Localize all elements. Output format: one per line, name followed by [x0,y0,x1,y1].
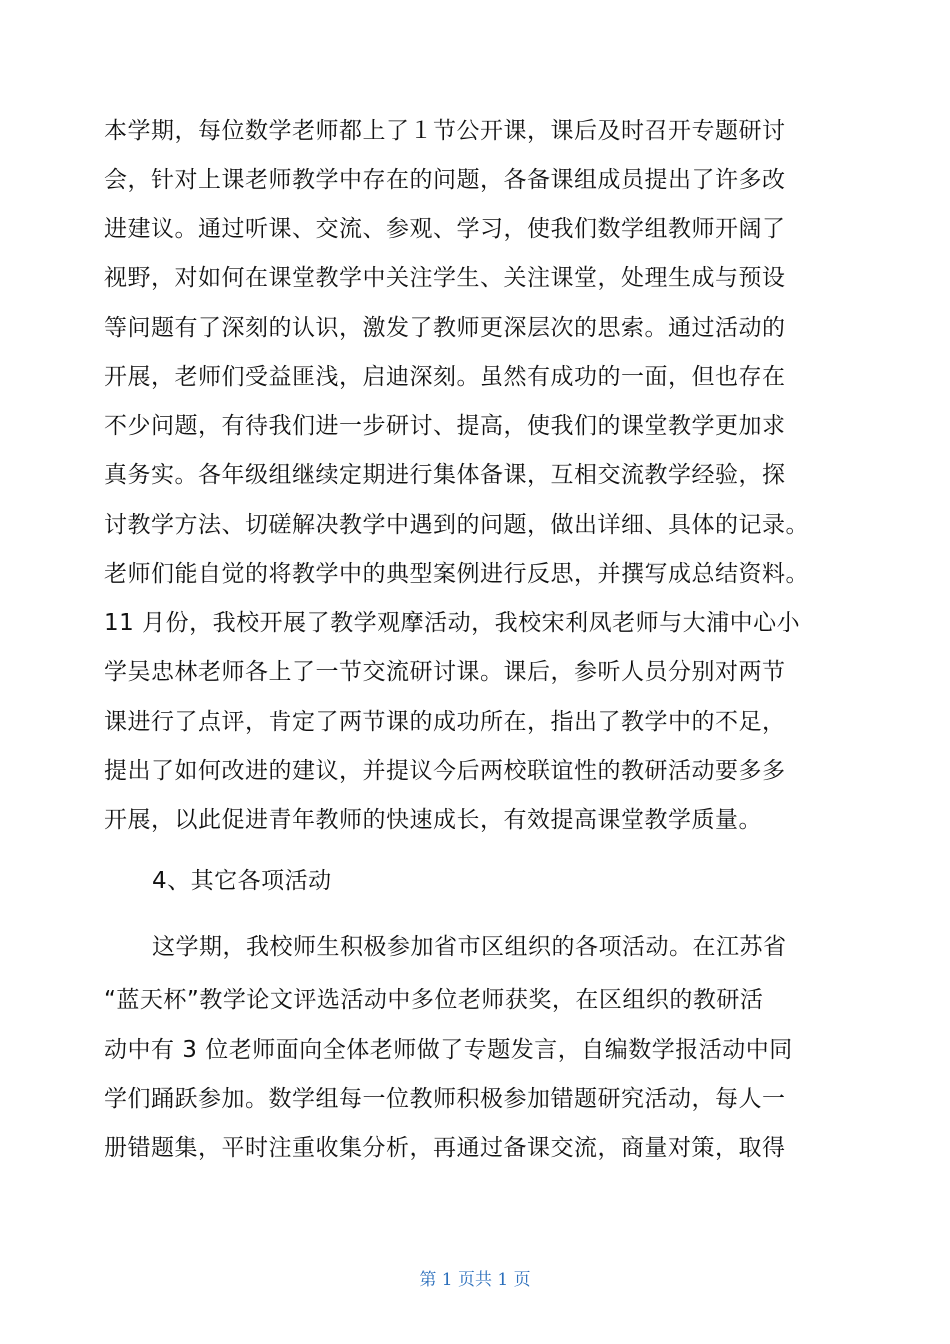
paragraph1-line-8: 真务实。各年级组继续定期进行集体备课，互相交流教学经验，探 [104,462,786,488]
paragraph1-line-4: 视野，对如何在课堂教学中关注学生、关注课堂，处理生成与预设 [104,265,786,291]
paragraph1-line-12: 学吴忠林老师各上了一节交流研讨课。课后，参听人员分别对两节 [104,659,786,685]
paragraph2-line-2: “蓝天杯”教学论文评选活动中多位老师获奖，在区组织的教研活 [104,987,764,1013]
paragraph1-line-10: 老师们能自觉的将教学中的典型案例进行反思，并撰写成总结资料。 [104,561,809,587]
paragraph1-line-15: 开展，以此促进青年教师的快速成长，有效提高课堂教学质量。 [104,807,762,833]
paragraph1-line-13: 课进行了点评，肯定了两节课的成功所在，指出了教学中的不足， [104,709,786,735]
paragraph2-line-1: 这学期，我校师生积极参加省市区组织的各项活动。在江苏省 [152,934,787,960]
paragraph2-line-4: 学们踊跃参加。数学组每一位教师积极参加错题研究活动，每人一 [104,1086,786,1112]
paragraph1-line-1: 本学期，每位数学老师都上了１节公开课，课后及时召开专题研讨 [104,118,786,144]
paragraph1-line-9: 讨教学方法、切磋解决教学中遇到的问题，做出详细、具体的记录。 [104,512,809,538]
paragraph1-line-6: 开展，老师们受益匪浅，启迪深刻。虽然有成功的一面，但也存在 [104,364,786,390]
paragraph1-line-2: 会，针对上课老师教学中存在的问题，各备课组成员提出了许多改 [104,167,786,193]
paragraph1-line-14: 提出了如何改进的建议，并提议今后两校联谊性的教研活动要多多 [104,758,786,784]
paragraph1-line-5: 等问题有了深刻的认识，激发了教师更深层次的思索。通过活动的 [104,315,786,341]
paragraph2-line-3: 动中有 3 位老师面向全体老师做了专题发言，自编数学报活动中同 [104,1037,793,1063]
paragraph1-line-3: 进建议。通过听课、交流、参观、学习，使我们数学组教师开阔了 [104,216,786,242]
paragraph1-line-11: 11 月份，我校开展了教学观摩活动，我校宋利凤老师与大浦中心小 [104,610,801,636]
section-heading: 4、其它各项活动 [152,868,332,894]
page-number-footer: 第 1 页共 1 页 [419,1270,531,1290]
paragraph1-line-7: 不少问题，有待我们进一步研讨、提高，使我们的课堂教学更加求 [104,413,786,439]
paragraph2-line-5: 册错题集，平时注重收集分析，再通过备课交流，商量对策，取得 [104,1135,786,1161]
